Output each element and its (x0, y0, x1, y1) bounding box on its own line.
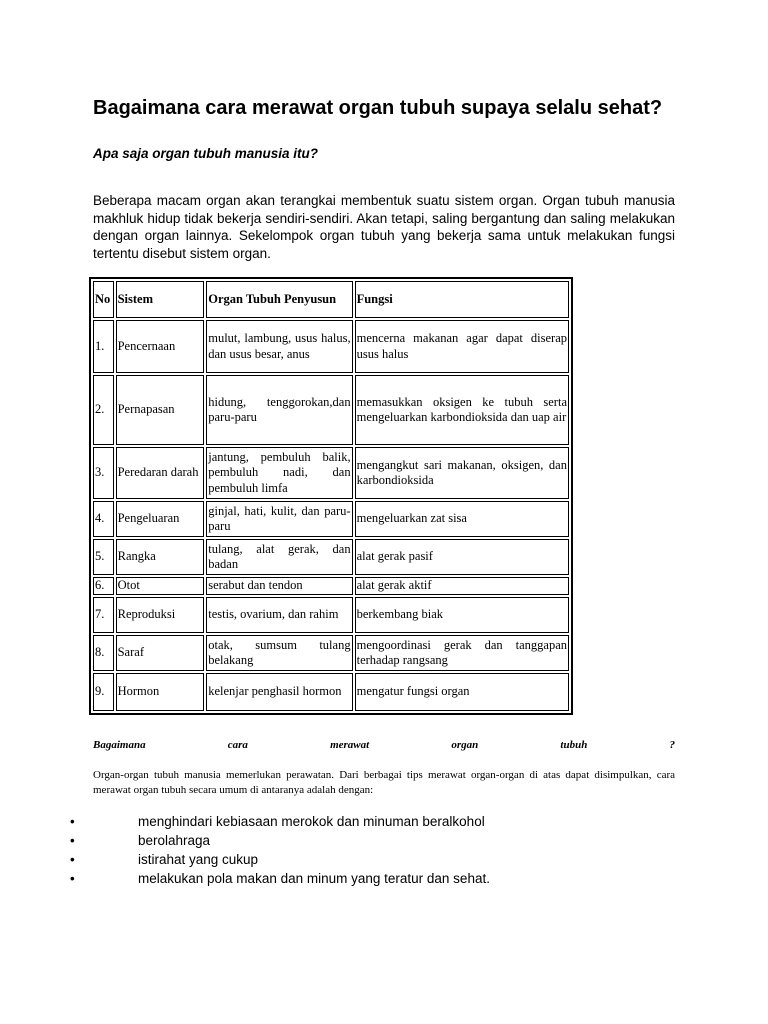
cell-sistem: Pengeluaran (116, 501, 205, 537)
table-row (93, 597, 569, 633)
cell-no: 4. (93, 501, 114, 537)
cell-fungsi: mengeluarkan zat sisa (355, 501, 569, 537)
table-row (93, 673, 569, 711)
header-sistem: Sistem (116, 281, 205, 318)
bullet-icon: • (70, 852, 75, 867)
cell-sistem: Reproduksi (116, 597, 205, 633)
list-item-text: melakukan pola makan dan minum yang teratur dan sehat. (138, 871, 490, 886)
cell-fungsi: mengatur fungsi organ (355, 673, 569, 711)
cell-no: 2. (93, 375, 114, 445)
intro-paragraph: Beberapa macam organ akan terangkai membentuk suatu sistem organ. Organ tubuh manusia makhluk hidup tidak bekerja sendiri-sendiri. Akan tetapi, saling bergantung dan saling melakukan dengan organ lainnya. Sekelompok organ tubuh yang bekerja sama untuk melakukan fungsi tertentu disebut sistem organ. (93, 193, 675, 261)
tips-list (70, 812, 690, 888)
section-paragraph: Organ-organ tubuh manusia memerlukan perawatan. Dari berbagai tips merawat organ-organ di atas dapat disimpulkan, cara merawat organ tubuh secara umum di antaranya adalah dengan: (93, 769, 675, 796)
organ-system-table (89, 277, 573, 715)
cell-fungsi: mengangkut sari makanan, oksigen, dan karbondioksida (355, 447, 569, 499)
bullet-icon: • (70, 833, 75, 848)
table-body (93, 320, 569, 711)
list-item (70, 869, 690, 888)
section-heading-word: ? (669, 739, 675, 751)
cell-fungsi: mengoordinasi gerak dan tanggapan terhadap rangsang (355, 635, 569, 671)
bullet-icon: • (70, 814, 75, 829)
table-row (93, 635, 569, 671)
page-title: Bagaimana cara merawat organ tubuh supaya selalu sehat? (93, 97, 663, 119)
bullet-icon: • (70, 871, 75, 886)
list-item (70, 812, 690, 831)
cell-no: 1. (93, 320, 114, 373)
header-no: No (93, 281, 114, 318)
section-heading-word: organ (451, 739, 479, 751)
table-row (93, 577, 569, 595)
cell-sistem: Peredaran darah (116, 447, 205, 499)
cell-organ: testis, ovarium, dan rahim (206, 597, 352, 633)
table-row (93, 375, 569, 445)
cell-fungsi: mencerna makanan agar dapat diserap usus halus (355, 320, 569, 373)
section-heading-word: merawat (330, 739, 370, 751)
cell-fungsi: alat gerak aktif (355, 577, 569, 595)
cell-sistem: Otot (116, 577, 205, 595)
table-row (93, 501, 569, 537)
cell-organ: mulut, lambung, usus halus, dan usus besar, anus (206, 320, 352, 373)
list-item (70, 831, 690, 850)
cell-no: 5. (93, 539, 114, 575)
page-subtitle: Apa saja organ tubuh manusia itu? (93, 146, 319, 161)
cell-organ: hidung, tenggorokan,dan paru-paru (206, 375, 352, 445)
cell-sistem: Pencernaan (116, 320, 205, 373)
cell-organ: otak, sumsum tulang belakang (206, 635, 352, 671)
cell-organ: serabut dan tendon (206, 577, 352, 595)
cell-no: 6. (93, 577, 114, 595)
cell-no: 9. (93, 673, 114, 711)
cell-organ: ginjal, hati, kulit, dan paru-paru (206, 501, 352, 537)
section-heading-word: tubuh (560, 739, 588, 751)
header-organ: Organ Tubuh Penyusun (206, 281, 352, 318)
cell-organ: tulang, alat gerak, dan badan (206, 539, 352, 575)
cell-fungsi: memasukkan oksigen ke tubuh serta mengeluarkan karbondioksida dan uap air (355, 375, 569, 445)
list-item (70, 850, 690, 869)
cell-sistem: Pernapasan (116, 375, 205, 445)
cell-fungsi: berkembang biak (355, 597, 569, 633)
cell-fungsi: alat gerak pasif (355, 539, 569, 575)
list-item-text: berolahraga (138, 833, 211, 848)
section-heading (93, 738, 675, 752)
cell-sistem: Saraf (116, 635, 205, 671)
section-heading-word: cara (227, 739, 248, 751)
table-row (93, 447, 569, 499)
list-item-text: menghindari kebiasaan merokok dan minuman beralkohol (138, 814, 485, 829)
header-fungsi: Fungsi (355, 281, 569, 318)
cell-no: 7. (93, 597, 114, 633)
cell-no: 8. (93, 635, 114, 671)
cell-sistem: Rangka (116, 539, 205, 575)
cell-sistem: Hormon (116, 673, 205, 711)
cell-organ: jantung, pembuluh balik, pembuluh nadi, dan pembuluh limfa (206, 447, 352, 499)
table-header-row (93, 281, 569, 318)
table-row (93, 539, 569, 575)
section-heading-word: Bagaimana (93, 739, 146, 751)
list-item-text: istirahat yang cukup (138, 852, 259, 867)
cell-no: 3. (93, 447, 114, 499)
cell-organ: kelenjar penghasil hormon (206, 673, 352, 711)
table-row (93, 320, 569, 373)
